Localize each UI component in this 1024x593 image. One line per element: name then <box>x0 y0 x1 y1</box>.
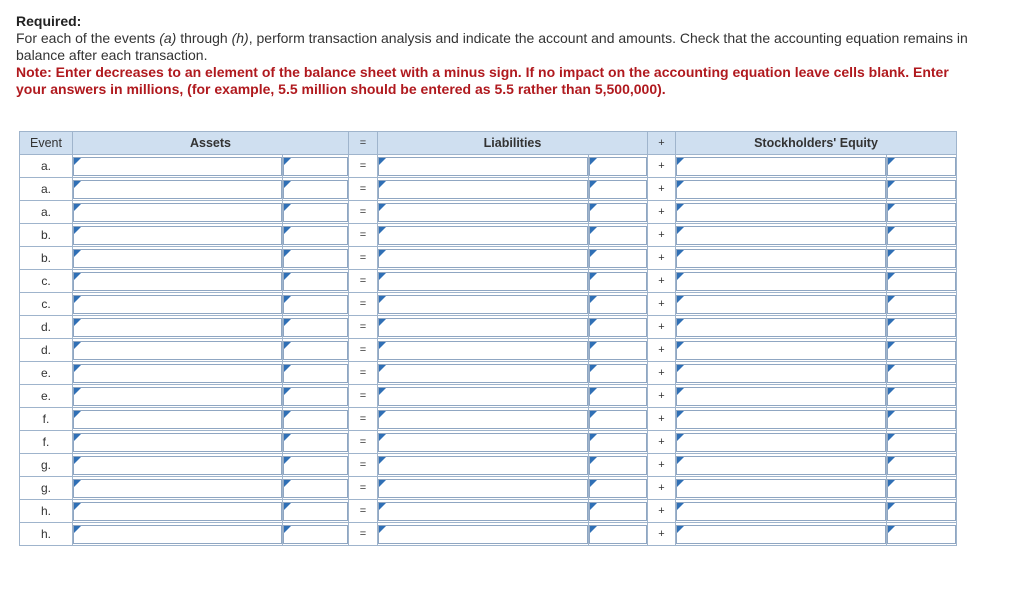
event-label: d. <box>20 316 73 339</box>
liabilities-amount-input-cell <box>589 201 648 224</box>
assets-amount-input[interactable] <box>283 456 348 475</box>
liabilities-amount-input-cell <box>589 339 648 362</box>
equity-account-dropdown-cell <box>676 316 887 339</box>
table-row <box>20 500 957 523</box>
plus-sign: + <box>648 155 676 178</box>
liabilities-account-dropdown[interactable] <box>378 272 588 291</box>
table-row <box>20 224 957 247</box>
assets-account-dropdown-cell <box>73 362 283 385</box>
equity-account-dropdown-cell <box>676 408 887 431</box>
transaction-analysis-table <box>19 131 957 546</box>
table-row <box>20 408 957 431</box>
assets-account-dropdown-cell <box>73 385 283 408</box>
plus-sign: + <box>648 523 676 546</box>
liabilities-account-dropdown-cell <box>378 178 589 201</box>
equity-amount-input-cell <box>887 247 957 270</box>
equity-amount-input-cell <box>887 178 957 201</box>
equity-account-dropdown[interactable] <box>676 387 886 406</box>
assets-account-dropdown[interactable] <box>73 433 282 452</box>
liabilities-account-dropdown[interactable] <box>378 226 588 245</box>
liabilities-amount-input-cell <box>589 316 648 339</box>
equity-account-dropdown[interactable] <box>676 433 886 452</box>
equity-account-dropdown[interactable] <box>676 295 886 314</box>
equity-amount-input-cell <box>887 477 957 500</box>
event-label: d. <box>20 339 73 362</box>
equity-column-header: Stockholders' Equity <box>676 132 957 155</box>
liabilities-account-dropdown-cell <box>378 431 589 454</box>
liabilities-amount-input-cell <box>589 385 648 408</box>
assets-amount-input-cell <box>283 500 349 523</box>
equity-amount-input-cell <box>887 454 957 477</box>
assets-account-dropdown-cell <box>73 477 283 500</box>
equity-account-dropdown[interactable] <box>676 479 886 498</box>
equity-amount-input[interactable] <box>887 318 956 337</box>
assets-account-dropdown-cell <box>73 270 283 293</box>
equity-account-dropdown[interactable] <box>676 272 886 291</box>
plus-sign: + <box>648 201 676 224</box>
liabilities-amount-input[interactable] <box>589 410 647 429</box>
assets-account-dropdown-cell <box>73 523 283 546</box>
equity-account-dropdown-cell <box>676 155 887 178</box>
equity-amount-input-cell <box>887 500 957 523</box>
instructions-text <box>16 30 976 64</box>
assets-account-dropdown-cell <box>73 201 283 224</box>
table-row <box>20 155 957 178</box>
table-row <box>20 316 957 339</box>
plus-sign: + <box>648 270 676 293</box>
table-row <box>20 454 957 477</box>
assets-account-dropdown-cell <box>73 431 283 454</box>
equals-sign: = <box>349 454 378 477</box>
event-label: a. <box>20 201 73 224</box>
equity-account-dropdown[interactable] <box>676 410 886 429</box>
event-label: h. <box>20 523 73 546</box>
equity-account-dropdown[interactable] <box>676 456 886 475</box>
liabilities-amount-input-cell <box>589 431 648 454</box>
assets-amount-input-cell <box>283 201 349 224</box>
assets-amount-input-cell <box>283 339 349 362</box>
event-label: e. <box>20 385 73 408</box>
equity-account-dropdown-cell <box>676 454 887 477</box>
equity-amount-input[interactable] <box>887 180 956 199</box>
liabilities-amount-input-cell <box>589 293 648 316</box>
plus-column-header: + <box>648 132 676 155</box>
liabilities-amount-input[interactable] <box>589 456 647 475</box>
liabilities-column-header: Liabilities <box>378 132 648 155</box>
assets-account-dropdown-cell <box>73 316 283 339</box>
assets-account-dropdown[interactable] <box>73 272 282 291</box>
liabilities-account-dropdown[interactable] <box>378 157 588 176</box>
liabilities-account-dropdown-cell <box>378 224 589 247</box>
equity-account-dropdown[interactable] <box>676 525 886 544</box>
liabilities-amount-input-cell <box>589 477 648 500</box>
equals-sign: = <box>349 500 378 523</box>
equity-amount-input-cell <box>887 293 957 316</box>
liabilities-amount-input[interactable] <box>589 387 647 406</box>
event-label: b. <box>20 247 73 270</box>
assets-account-dropdown-cell <box>73 224 283 247</box>
liabilities-amount-input[interactable] <box>589 249 647 268</box>
equity-account-dropdown[interactable] <box>676 180 886 199</box>
instructions-block <box>16 13 976 98</box>
equals-sign: = <box>349 408 378 431</box>
liabilities-account-dropdown-cell <box>378 385 589 408</box>
equity-account-dropdown-cell <box>676 224 887 247</box>
assets-amount-input[interactable] <box>283 157 348 176</box>
plus-sign: + <box>648 477 676 500</box>
equity-amount-input-cell <box>887 155 957 178</box>
liabilities-amount-input[interactable] <box>589 180 647 199</box>
liabilities-amount-input[interactable] <box>589 502 647 521</box>
equity-amount-input[interactable] <box>887 157 956 176</box>
equity-account-dropdown[interactable] <box>676 318 886 337</box>
equity-amount-input-cell <box>887 224 957 247</box>
equity-account-dropdown[interactable] <box>676 341 886 360</box>
liabilities-amount-input[interactable] <box>589 203 647 222</box>
liabilities-amount-input[interactable] <box>589 295 647 314</box>
assets-amount-input-cell <box>283 270 349 293</box>
liabilities-account-dropdown[interactable] <box>378 341 588 360</box>
liabilities-amount-input[interactable] <box>589 525 647 544</box>
equity-account-dropdown-cell <box>676 247 887 270</box>
assets-amount-input-cell <box>283 408 349 431</box>
instructions-event-a: (a) <box>159 30 177 46</box>
event-label: a. <box>20 178 73 201</box>
event-label: g. <box>20 477 73 500</box>
equals-column-header: = <box>349 132 378 155</box>
liabilities-account-dropdown-cell <box>378 316 589 339</box>
equity-amount-input-cell <box>887 316 957 339</box>
liabilities-amount-input[interactable] <box>589 272 647 291</box>
equity-account-dropdown-cell <box>676 362 887 385</box>
assets-amount-input-cell <box>283 224 349 247</box>
assets-account-dropdown[interactable] <box>73 410 282 429</box>
liabilities-amount-input[interactable] <box>589 433 647 452</box>
table-row <box>20 293 957 316</box>
equity-account-dropdown[interactable] <box>676 249 886 268</box>
liabilities-account-dropdown-cell <box>378 201 589 224</box>
instructions-text-part: through <box>176 30 232 46</box>
assets-amount-input[interactable] <box>283 203 348 222</box>
plus-sign: + <box>648 408 676 431</box>
liabilities-account-dropdown[interactable] <box>378 364 588 383</box>
event-label: a. <box>20 155 73 178</box>
table-row <box>20 247 957 270</box>
liabilities-amount-input-cell <box>589 408 648 431</box>
equity-account-dropdown[interactable] <box>676 502 886 521</box>
instructions-text-part: For each of the events <box>16 30 160 46</box>
plus-sign: + <box>648 339 676 362</box>
assets-amount-input-cell <box>283 247 349 270</box>
assets-amount-input[interactable] <box>283 272 348 291</box>
assets-account-dropdown-cell <box>73 247 283 270</box>
equity-amount-input-cell <box>887 431 957 454</box>
assets-account-dropdown[interactable] <box>73 203 282 222</box>
equity-account-dropdown-cell <box>676 201 887 224</box>
equity-account-dropdown-cell <box>676 293 887 316</box>
plus-sign: + <box>648 454 676 477</box>
assets-amount-input-cell <box>283 477 349 500</box>
assets-account-dropdown[interactable] <box>73 226 282 245</box>
assets-account-dropdown-cell <box>73 178 283 201</box>
plus-sign: + <box>648 316 676 339</box>
liabilities-account-dropdown-cell <box>378 293 589 316</box>
equals-sign: = <box>349 201 378 224</box>
equity-account-dropdown[interactable] <box>676 364 886 383</box>
assets-amount-input-cell <box>283 293 349 316</box>
table-row <box>20 431 957 454</box>
assets-amount-input-cell <box>283 362 349 385</box>
assets-amount-input[interactable] <box>283 295 348 314</box>
event-label: c. <box>20 270 73 293</box>
assets-account-dropdown-cell <box>73 293 283 316</box>
equity-amount-input[interactable] <box>887 295 956 314</box>
liabilities-amount-input-cell <box>589 247 648 270</box>
liabilities-amount-input[interactable] <box>589 479 647 498</box>
liabilities-account-dropdown-cell <box>378 477 589 500</box>
equals-sign: = <box>349 477 378 500</box>
liabilities-account-dropdown[interactable] <box>378 479 588 498</box>
event-label: e. <box>20 362 73 385</box>
equity-amount-input[interactable] <box>887 456 956 475</box>
assets-amount-input[interactable] <box>283 180 348 199</box>
assets-account-dropdown[interactable] <box>73 180 282 199</box>
assets-account-dropdown-cell <box>73 155 283 178</box>
equals-sign: = <box>349 431 378 454</box>
equity-amount-input[interactable] <box>887 502 956 521</box>
equity-amount-input[interactable] <box>887 433 956 452</box>
assets-account-dropdown[interactable] <box>73 157 282 176</box>
assets-amount-input-cell <box>283 155 349 178</box>
equals-sign: = <box>349 293 378 316</box>
equity-account-dropdown-cell <box>676 500 887 523</box>
assets-amount-input-cell <box>283 454 349 477</box>
table-row <box>20 477 957 500</box>
liabilities-account-dropdown[interactable] <box>378 249 588 268</box>
plus-sign: + <box>648 362 676 385</box>
table-row <box>20 523 957 546</box>
note-text: Note: Enter decreases to an element of the balance sheet with a minus sign. If no impact on the accounting equation leave cells blank. Enter your answers in millions, (for example, 5.5 million should be entered as 5.5 rather than 5,500,000). <box>16 64 949 97</box>
liabilities-account-dropdown-cell <box>378 500 589 523</box>
assets-amount-input-cell <box>283 385 349 408</box>
liabilities-amount-input-cell <box>589 270 648 293</box>
table-row <box>20 201 957 224</box>
assets-amount-input[interactable] <box>283 433 348 452</box>
event-label: g. <box>20 454 73 477</box>
plus-sign: + <box>648 431 676 454</box>
equity-account-dropdown-cell <box>676 339 887 362</box>
assets-account-dropdown[interactable] <box>73 387 282 406</box>
equity-amount-input[interactable] <box>887 525 956 544</box>
equals-sign: = <box>349 339 378 362</box>
liabilities-account-dropdown[interactable] <box>378 318 588 337</box>
assets-amount-input-cell <box>283 178 349 201</box>
liabilities-account-dropdown-cell <box>378 247 589 270</box>
event-label: h. <box>20 500 73 523</box>
event-column-header: Event <box>20 132 73 155</box>
event-label: f. <box>20 431 73 454</box>
assets-amount-input[interactable] <box>283 226 348 245</box>
liabilities-account-dropdown-cell <box>378 339 589 362</box>
equals-sign: = <box>349 523 378 546</box>
equity-amount-input[interactable] <box>887 226 956 245</box>
equity-amount-input[interactable] <box>887 364 956 383</box>
equity-amount-input[interactable] <box>887 387 956 406</box>
assets-account-dropdown-cell <box>73 339 283 362</box>
liabilities-account-dropdown[interactable] <box>378 410 588 429</box>
plus-sign: + <box>648 247 676 270</box>
equity-amount-input[interactable] <box>887 341 956 360</box>
assets-column-header: Assets <box>73 132 349 155</box>
equity-amount-input[interactable] <box>887 203 956 222</box>
table-row <box>20 385 957 408</box>
equity-account-dropdown-cell <box>676 477 887 500</box>
assets-amount-input-cell <box>283 431 349 454</box>
assets-account-dropdown[interactable] <box>73 525 282 544</box>
equity-account-dropdown-cell <box>676 431 887 454</box>
equity-amount-input[interactable] <box>887 272 956 291</box>
equity-amount-input-cell <box>887 201 957 224</box>
liabilities-amount-input-cell <box>589 155 648 178</box>
liabilities-amount-input[interactable] <box>589 341 647 360</box>
assets-account-dropdown[interactable] <box>73 456 282 475</box>
assets-account-dropdown[interactable] <box>73 318 282 337</box>
event-label: f. <box>20 408 73 431</box>
equity-amount-input[interactable] <box>887 410 956 429</box>
equals-sign: = <box>349 385 378 408</box>
assets-amount-input[interactable] <box>283 410 348 429</box>
equity-amount-input[interactable] <box>887 249 956 268</box>
event-label: c. <box>20 293 73 316</box>
liabilities-amount-input-cell <box>589 500 648 523</box>
assets-account-dropdown[interactable] <box>73 502 282 521</box>
assets-account-dropdown[interactable] <box>73 341 282 360</box>
assets-amount-input[interactable] <box>283 502 348 521</box>
equity-amount-input-cell <box>887 339 957 362</box>
equity-account-dropdown[interactable] <box>676 226 886 245</box>
table-row <box>20 178 957 201</box>
plus-sign: + <box>648 178 676 201</box>
assets-amount-input[interactable] <box>283 525 348 544</box>
liabilities-account-dropdown[interactable] <box>378 295 588 314</box>
equals-sign: = <box>349 362 378 385</box>
liabilities-amount-input[interactable] <box>589 318 647 337</box>
liabilities-account-dropdown[interactable] <box>378 203 588 222</box>
liabilities-account-dropdown-cell <box>378 523 589 546</box>
liabilities-account-dropdown-cell <box>378 155 589 178</box>
assets-account-dropdown[interactable] <box>73 295 282 314</box>
equity-account-dropdown[interactable] <box>676 157 886 176</box>
equity-amount-input-cell <box>887 523 957 546</box>
assets-amount-input[interactable] <box>283 479 348 498</box>
equity-amount-input-cell <box>887 385 957 408</box>
event-label: b. <box>20 224 73 247</box>
table-row <box>20 362 957 385</box>
liabilities-account-dropdown[interactable] <box>378 456 588 475</box>
liabilities-account-dropdown[interactable] <box>378 387 588 406</box>
liabilities-account-dropdown[interactable] <box>378 180 588 199</box>
liabilities-amount-input-cell <box>589 454 648 477</box>
equals-sign: = <box>349 316 378 339</box>
liabilities-account-dropdown-cell <box>378 454 589 477</box>
liabilities-account-dropdown[interactable] <box>378 502 588 521</box>
equity-amount-input-cell <box>887 270 957 293</box>
table-header-row <box>20 132 957 155</box>
equity-account-dropdown-cell <box>676 178 887 201</box>
equals-sign: = <box>349 247 378 270</box>
liabilities-account-dropdown-cell <box>378 270 589 293</box>
equity-account-dropdown[interactable] <box>676 203 886 222</box>
instructions-event-h: (h) <box>231 30 249 46</box>
assets-amount-input[interactable] <box>283 249 348 268</box>
assets-account-dropdown-cell <box>73 408 283 431</box>
equity-amount-input-cell <box>887 362 957 385</box>
liabilities-account-dropdown-cell <box>378 408 589 431</box>
assets-amount-input-cell <box>283 523 349 546</box>
equals-sign: = <box>349 270 378 293</box>
plus-sign: + <box>648 385 676 408</box>
plus-sign: + <box>648 293 676 316</box>
liabilities-amount-input[interactable] <box>589 364 647 383</box>
equity-account-dropdown-cell <box>676 385 887 408</box>
liabilities-amount-input[interactable] <box>589 157 647 176</box>
assets-amount-input[interactable] <box>283 341 348 360</box>
assets-amount-input[interactable] <box>283 364 348 383</box>
equity-amount-input-cell <box>887 408 957 431</box>
plus-sign: + <box>648 224 676 247</box>
equals-sign: = <box>349 224 378 247</box>
liabilities-amount-input[interactable] <box>589 226 647 245</box>
liabilities-amount-input-cell <box>589 178 648 201</box>
liabilities-account-dropdown[interactable] <box>378 525 588 544</box>
equals-sign: = <box>349 178 378 201</box>
liabilities-account-dropdown[interactable] <box>378 433 588 452</box>
equals-sign: = <box>349 155 378 178</box>
liabilities-amount-input-cell <box>589 362 648 385</box>
liabilities-amount-input-cell <box>589 224 648 247</box>
assets-amount-input[interactable] <box>283 387 348 406</box>
assets-account-dropdown[interactable] <box>73 479 282 498</box>
required-heading: Required: <box>16 13 82 29</box>
assets-account-dropdown-cell <box>73 500 283 523</box>
assets-account-dropdown-cell <box>73 454 283 477</box>
plus-sign: + <box>648 500 676 523</box>
assets-account-dropdown[interactable] <box>73 249 282 268</box>
equity-account-dropdown-cell <box>676 270 887 293</box>
instructions-text-part: , perform transaction analysis and indicate the account and amounts. Check that the accounting equation remains in balance after each transaction. <box>16 30 968 63</box>
assets-amount-input[interactable] <box>283 318 348 337</box>
assets-account-dropdown[interactable] <box>73 364 282 383</box>
liabilities-account-dropdown-cell <box>378 362 589 385</box>
table-row <box>20 339 957 362</box>
liabilities-amount-input-cell <box>589 523 648 546</box>
equity-account-dropdown-cell <box>676 523 887 546</box>
table-row <box>20 270 957 293</box>
equity-amount-input[interactable] <box>887 479 956 498</box>
assets-amount-input-cell <box>283 316 349 339</box>
